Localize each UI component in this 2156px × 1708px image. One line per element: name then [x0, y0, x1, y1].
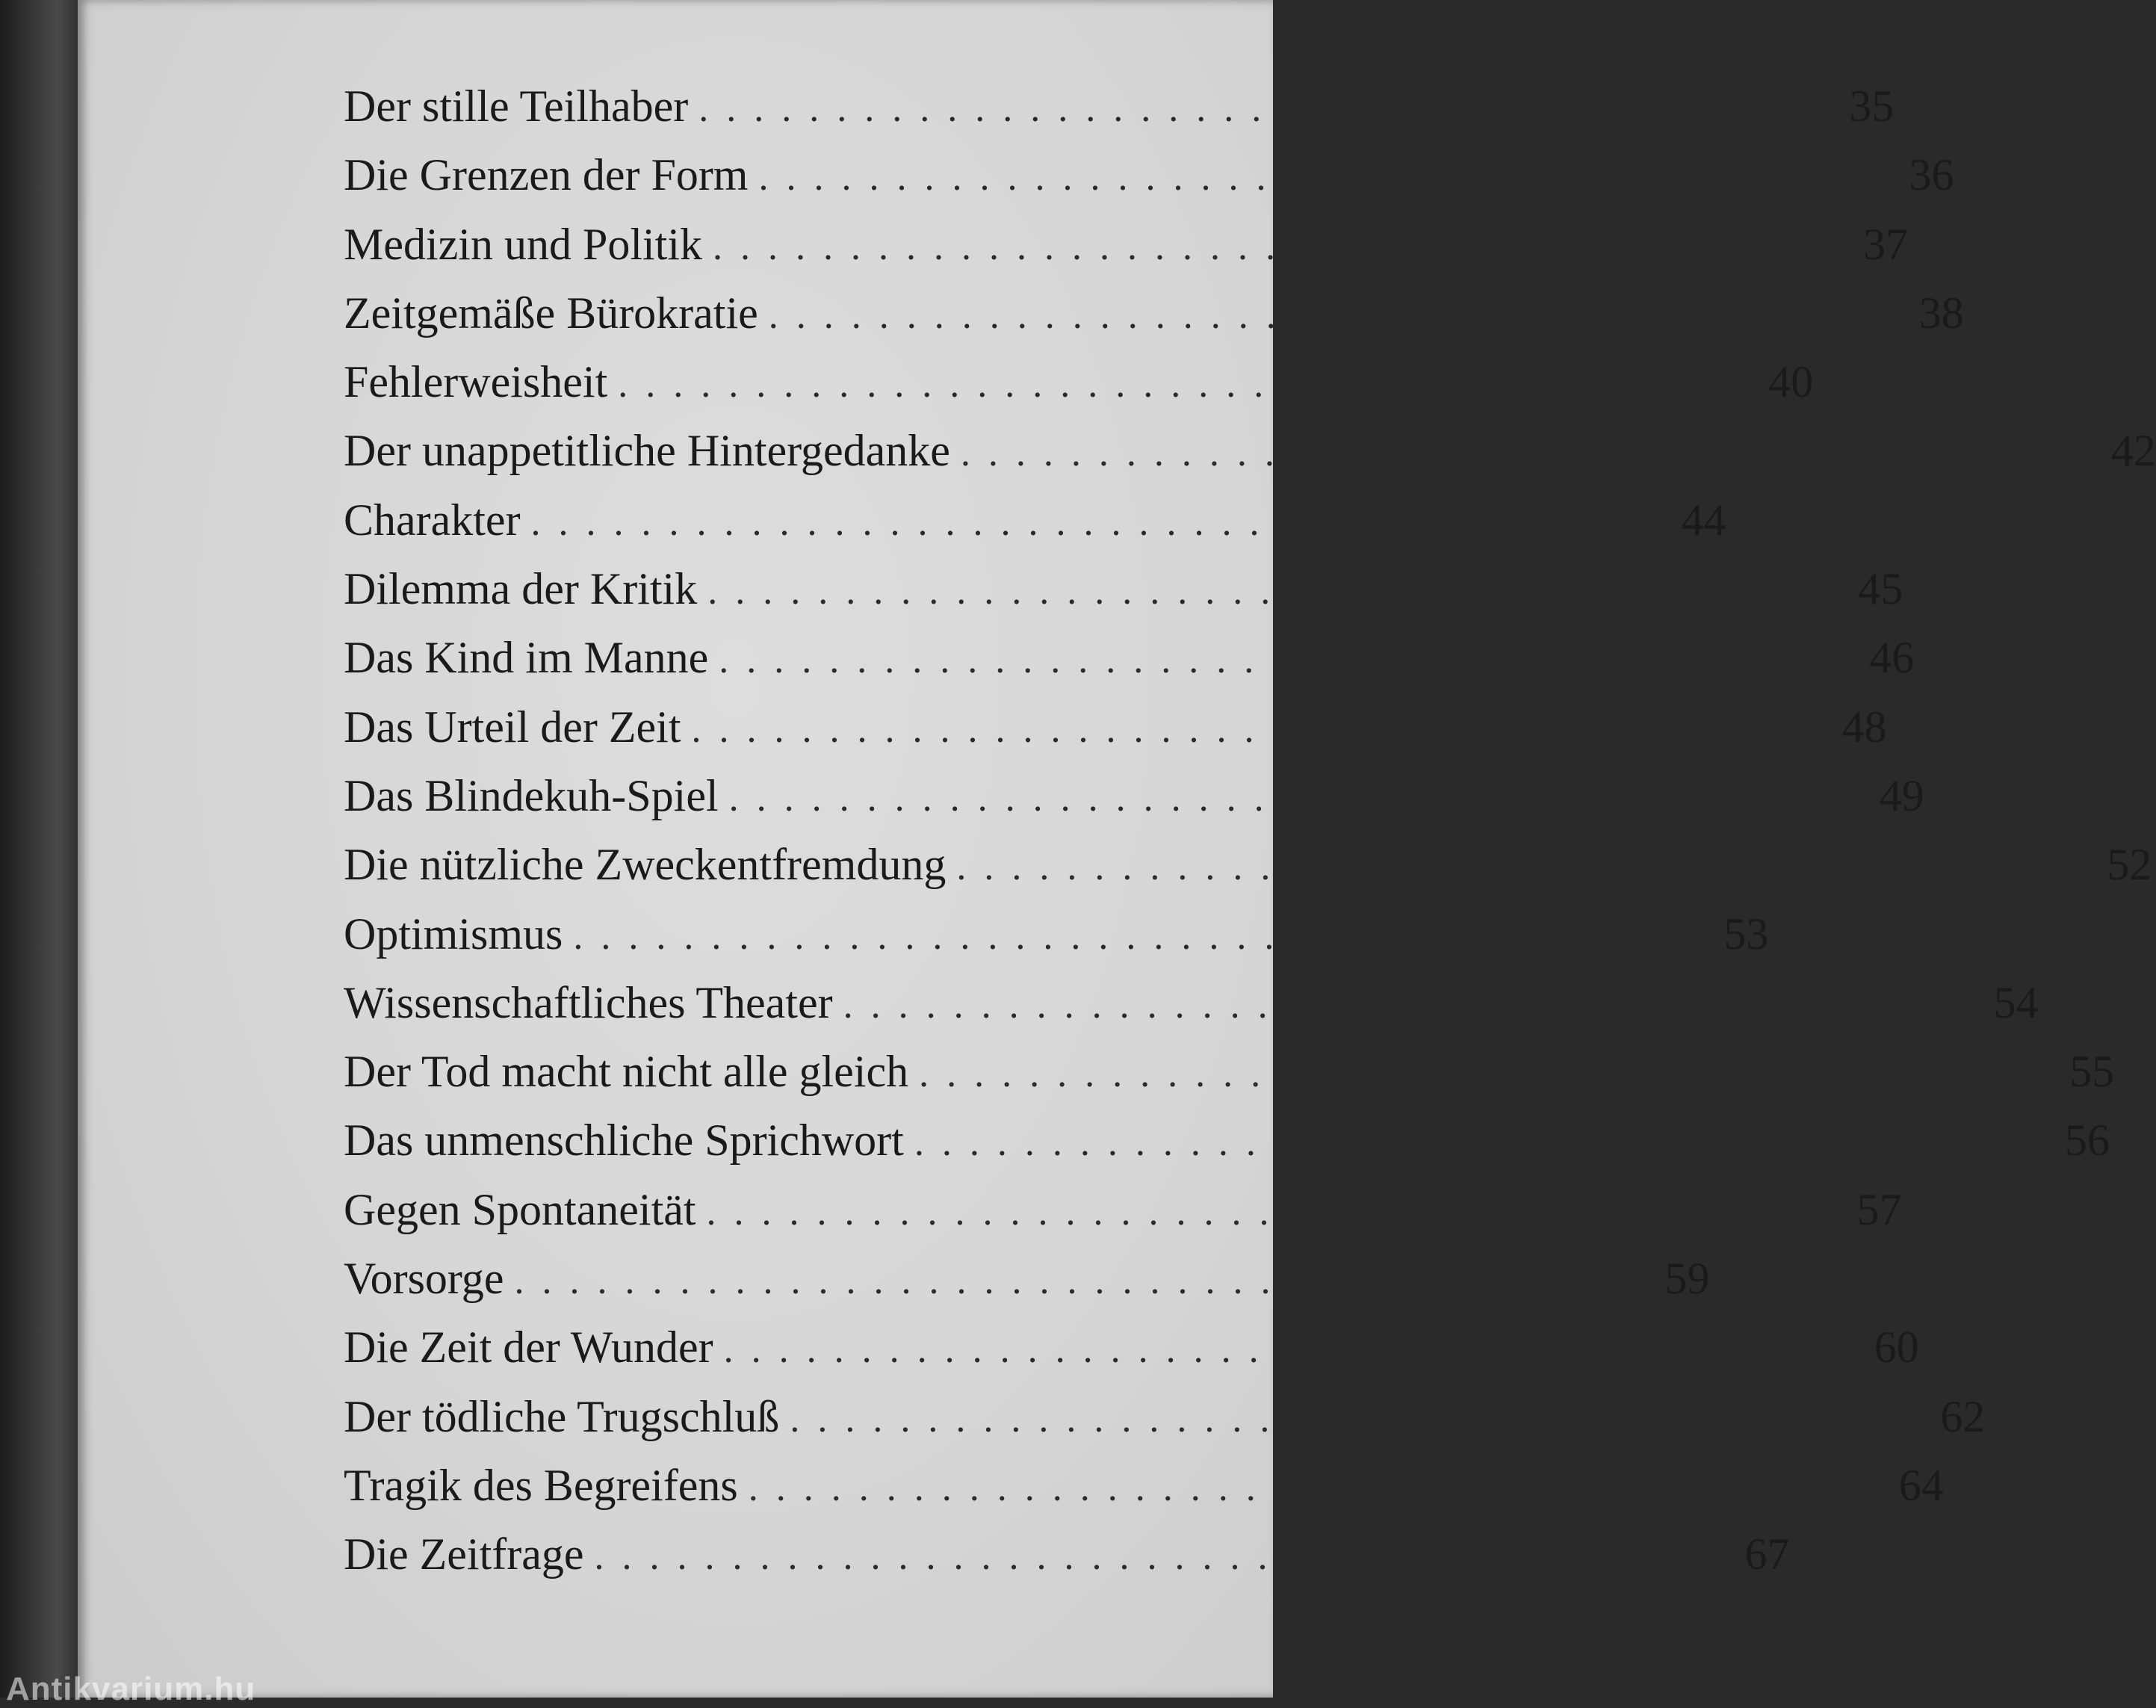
toc-dot-leader: ........................................ — [843, 983, 1949, 1027]
toc-entry-title: Die Zeitfrage — [344, 1529, 584, 1579]
toc-entry-page: 62 — [1940, 1391, 1986, 1441]
toc-entry — [344, 1037, 2115, 1106]
toc-entry-page: 59 — [1664, 1254, 1710, 1304]
book-page — [78, 0, 2156, 1698]
toc-dot-leader: ........................................ — [748, 1466, 1854, 1509]
toc-entry-title: Charakter — [344, 495, 521, 545]
toc-entry-page: 40 — [1768, 357, 1814, 407]
toc-entry-title: Tragik des Begreifens — [344, 1460, 738, 1510]
toc-dot-leader: ........................................ — [573, 915, 1679, 958]
toc-entry-title: Vorsorge — [344, 1254, 504, 1304]
toc-entry-title: Das Blindekuh-Spiel — [344, 770, 719, 820]
toc-entry-title: Die Zeit der Wunder — [344, 1322, 713, 1373]
toc-entry-page: 64 — [1898, 1460, 1944, 1510]
toc-entry — [344, 1451, 1944, 1520]
toc-entry — [344, 1244, 1710, 1313]
toc-entry — [344, 347, 1814, 416]
toc-entry-title: Das Urteil der Zeit — [344, 702, 681, 752]
toc-dot-leader: ........................................ — [706, 1190, 1812, 1234]
toc-entry — [344, 72, 1895, 140]
toc-entry-page: 42 — [2110, 426, 2156, 476]
toc-dot-leader: ........................................ — [514, 1260, 1620, 1303]
toc-dot-leader: ........................................ — [728, 776, 1835, 820]
toc-entry-title: Wissenschaftliches Theater — [344, 977, 833, 1027]
toc-entry-title: Das unmenschliche Sprichwort — [344, 1116, 904, 1166]
toc-entry-page: 57 — [1856, 1184, 1902, 1234]
toc-entry-page: 60 — [1874, 1322, 1919, 1373]
toc-dot-leader: ........................................ — [530, 501, 1637, 544]
toc-entry-page: 52 — [2107, 840, 2152, 890]
toc-entry-page: 67 — [1744, 1529, 1790, 1579]
toc-entry — [344, 968, 2039, 1037]
toc-entry-title: Der Tod macht nicht alle gleich — [344, 1047, 909, 1097]
toc-entry-page: 36 — [1909, 150, 1954, 200]
toc-entry-title: Der stille Teilhaber — [344, 81, 689, 131]
toc-entry — [344, 1382, 1986, 1451]
toc-entry-title: Der unappetitliche Hintergedanke — [344, 426, 950, 476]
toc-entry — [344, 1106, 2110, 1175]
toc-dot-leader: ........................................ — [713, 225, 1818, 268]
toc-entry — [344, 210, 1908, 279]
toc-entry-title: Fehlerweisheit — [344, 357, 608, 407]
toc-entry-page: 35 — [1849, 81, 1895, 131]
watermark: Antikvarium.hu — [6, 1671, 256, 1707]
toc-entry-page: 44 — [1681, 495, 1726, 545]
toc-entry — [344, 140, 1954, 209]
toc-entry-title: Medizin und Politik — [344, 219, 702, 269]
toc-entry — [344, 693, 1887, 761]
toc-dot-leader: ........................................ — [758, 156, 1865, 199]
toc-entry-page: 45 — [1858, 564, 1903, 614]
toc-entry — [344, 486, 1726, 554]
toc-entry-page: 53 — [1723, 909, 1769, 959]
toc-dot-leader: ........................................ — [618, 363, 1724, 406]
toc-entry — [344, 761, 1924, 830]
toc-entry-title: Gegen Spontaneität — [344, 1184, 696, 1234]
toc-entry — [344, 554, 1903, 623]
toc-entry — [344, 1175, 1902, 1244]
toc-dot-leader: ........................................ — [707, 570, 1814, 613]
toc-dot-leader: ........................................ — [723, 1328, 1830, 1372]
toc-dot-leader: ........................................ — [956, 846, 2063, 889]
toc-dot-leader: ........................................ — [768, 294, 1874, 337]
table-of-contents — [344, 72, 2156, 1589]
toc-dot-leader: ........................................ — [698, 87, 1805, 130]
toc-dot-leader: ........................................ — [719, 639, 1825, 682]
book-spine-shadow — [0, 0, 82, 1698]
toc-entry-title: Der tödliche Trugschluß — [344, 1391, 780, 1441]
toc-entry-page: 37 — [1863, 219, 1908, 269]
toc-dot-leader: ........................................ — [594, 1535, 1700, 1579]
toc-dot-leader: ........................................ — [919, 1053, 2025, 1096]
toc-entry-title: Das Kind im Manne — [344, 633, 709, 683]
toc-entry — [344, 623, 1915, 692]
toc-dot-leader: ........................................ — [960, 432, 2066, 475]
toc-entry — [344, 1313, 1919, 1381]
toc-dot-leader: ........................................ — [914, 1121, 2020, 1165]
toc-entry — [344, 1520, 1790, 1588]
toc-entry — [344, 830, 2152, 899]
toc-entry-page: 38 — [1918, 288, 1964, 338]
toc-entry-title: Dilemma der Kritik — [344, 564, 698, 614]
toc-entry-title: Die nützliche Zweckentfremdung — [344, 840, 947, 890]
toc-entry-page: 55 — [2069, 1047, 2115, 1097]
toc-entry — [344, 900, 1769, 968]
toc-entry-page: 46 — [1869, 633, 1915, 683]
toc-entry-title: Zeitgemäße Bürokratie — [344, 288, 758, 338]
toc-entry-title: Die Grenzen der Form — [344, 150, 749, 200]
toc-entry-page: 48 — [1841, 702, 1887, 752]
toc-entry-page: 49 — [1879, 770, 1924, 820]
toc-dot-leader: ........................................ — [790, 1397, 1896, 1441]
toc-entry-page: 54 — [1993, 977, 2039, 1027]
toc-dot-leader: ........................................ — [691, 708, 1797, 751]
toc-entry — [344, 416, 2156, 485]
toc-entry-title: Optimismus — [344, 909, 563, 959]
toc-entry — [344, 279, 1964, 347]
toc-entry-page: 56 — [2064, 1116, 2110, 1166]
